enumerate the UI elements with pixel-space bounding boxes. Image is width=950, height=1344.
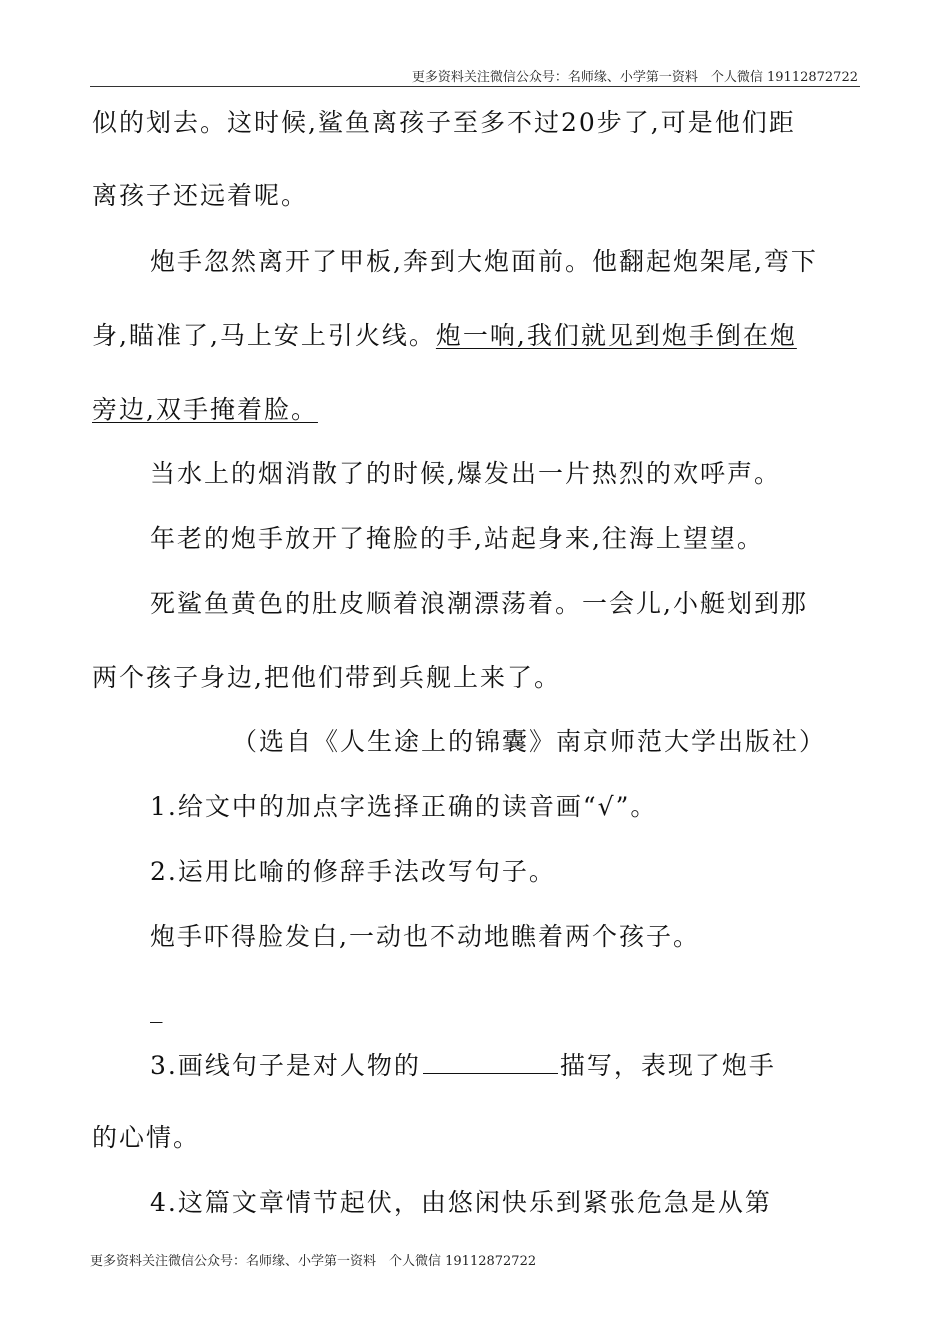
answer-blank[interactable]: [423, 1051, 558, 1074]
question-3-text-before: 3.画线句子是对人物的: [150, 1051, 421, 1080]
passage-line-5: [92, 397, 318, 422]
question-2-sentence: 炮手吓得脸发白,一动也不动地瞧着两个孩子。: [150, 922, 700, 951]
passage-line-8: 死鲨鱼黄色的肚皮顺着浪潮漂荡着。一会儿,小艇划到那: [150, 589, 808, 618]
question-2-answer-line: _: [150, 994, 165, 1023]
underlined-sentence-part-1: 炮一响,我们就见到炮手倒在炮: [435, 321, 797, 350]
passage-line-2: 离孩子还远着呢。: [92, 181, 309, 210]
page-footer: 更多资料关注微信公众号：名师缘、小学第一资料 个人微信 19112872722: [90, 1254, 537, 1269]
passage-line-6: 当水上的烟消散了的时候,爆发出一片热烈的欢呼声。: [150, 459, 781, 488]
passage-line-4: [92, 323, 797, 348]
question-4: 4.这篇文章情节起伏，由悠闲快乐到紧张危急是从第: [150, 1188, 772, 1217]
passage-line-7: 年老的炮手放开了掩脸的手,站起身来,往海上望望。: [150, 524, 764, 553]
passage-line-1: 似的划去。这时候,鲨鱼离孩子至多不过20步了,可是他们距: [92, 108, 796, 137]
question-2: 2.运用比喻的修辞手法改写句子。: [150, 857, 556, 886]
source-citation: （选自《人生途上的锦囊》南京师范大学出版社）: [232, 727, 827, 756]
question-1: 1.给文中的加点字选择正确的读音画“√”。: [150, 792, 658, 821]
passage-line-4-text: 身,瞄准了,马上安上引火线。: [92, 321, 436, 350]
underlined-sentence-part-2: 旁边,双手掩着脸。: [92, 395, 318, 424]
question-3: [150, 1051, 776, 1078]
header-divider: [90, 86, 860, 87]
passage-line-3: 炮手忽然离开了甲板,奔到大炮面前。他翻起炮架尾,弯下: [150, 247, 818, 276]
passage-line-9: 两个孩子身边,把他们带到兵舰上来了。: [92, 663, 561, 692]
page-header: 更多资料关注微信公众号：名师缘、小学第一资料 个人微信 19112872722: [411, 70, 858, 85]
question-3-continued: 的心情。: [92, 1123, 201, 1152]
question-3-text-after: 描写，表现了炮手: [559, 1051, 776, 1080]
